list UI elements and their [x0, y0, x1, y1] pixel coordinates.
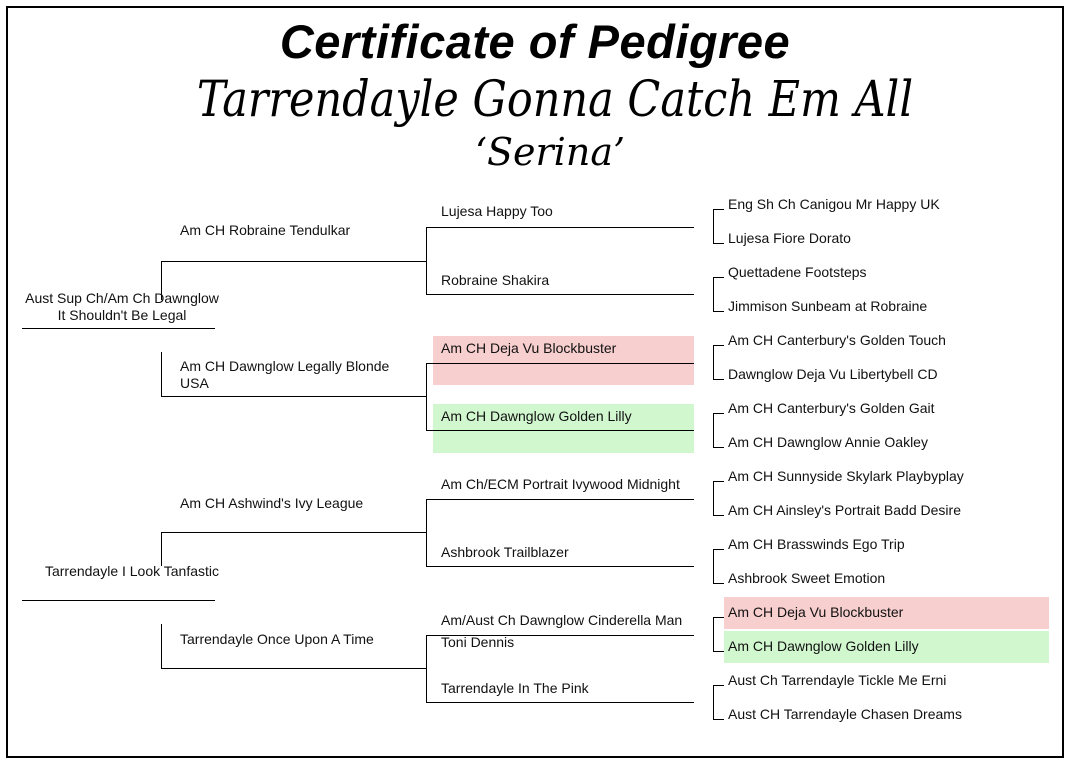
- gen3-entry-highlighted: Am CH Deja Vu Blockbuster: [441, 340, 617, 356]
- gen4-entry: Aust CH Tarrendayle Chasen Dreams: [728, 706, 962, 722]
- gen4-entry-highlighted: Am CH Dawnglow Golden Lilly: [728, 638, 919, 654]
- gen3-entry: Tarrendayle In The Pink: [441, 680, 589, 696]
- gen3-breeder-note: Toni Dennis: [441, 634, 515, 650]
- gen4-entry: Am CH Dawnglow Annie Oakley: [728, 434, 928, 450]
- dam-sire-name: Am CH Ashwind's Ivy League: [180, 495, 364, 511]
- gen3-entry-highlighted: Am CH Dawnglow Golden Lilly: [441, 408, 632, 424]
- gen4-entry: Ashbrook Sweet Emotion: [728, 570, 886, 586]
- gen3-entry: Ashbrook Trailblazer: [441, 544, 569, 560]
- registered-dog-name: Tarrendayle Gonna Catch Em All: [196, 70, 914, 128]
- call-name: ‘Serina’: [474, 130, 626, 174]
- gen4-entry: Am CH Brasswinds Ego Trip: [728, 536, 905, 552]
- sire-name: Aust Sup Ch/Am Ch Dawnglow It Shouldn't Be Legal: [25, 290, 219, 323]
- gen4-entry: Quettadene Footsteps: [728, 264, 867, 280]
- gen3-entry: Lujesa Happy Too: [441, 203, 553, 219]
- gen3-entry: Am/Aust Ch Dawnglow Cinderella Man: [441, 612, 683, 628]
- gen4-entry: Aust Ch Tarrendayle Tickle Me Erni: [728, 672, 947, 688]
- gen3-entry: Robraine Shakira: [441, 272, 550, 288]
- sire-sire-name: Am CH Robraine Tendulkar: [180, 222, 351, 238]
- gen4-entry: Lujesa Fiore Dorato: [728, 230, 851, 246]
- gen4-entry: Dawnglow Deja Vu Libertybell CD: [728, 366, 938, 382]
- gen4-entry-highlighted: Am CH Deja Vu Blockbuster: [728, 604, 904, 620]
- gen4-entry: Eng Sh Ch Canigou Mr Happy UK: [728, 196, 940, 212]
- dam-dam-name: Tarrendayle Once Upon A Time: [180, 631, 374, 647]
- sire-dam-name: Am CH Dawnglow Legally Blonde USA: [180, 358, 390, 391]
- gen4-entry: Am CH Ainsley's Portrait Badd Desire: [728, 502, 961, 518]
- gen4-entry: Am CH Sunnyside Skylark Playbyplay: [728, 468, 964, 484]
- gen4-entry: Am CH Canterbury's Golden Touch: [728, 332, 946, 348]
- gen4-entry: Am CH Canterbury's Golden Gait: [728, 400, 935, 416]
- dam-name: Tarrendayle I Look Tanfastic: [44, 563, 220, 579]
- certificate-heading: Certificate of Pedigree: [279, 15, 791, 68]
- gen3-entry: Am Ch/ECM Portrait Ivywood Midnight: [441, 476, 680, 492]
- gen4-entry: Jimmison Sunbeam at Robraine: [728, 298, 928, 314]
